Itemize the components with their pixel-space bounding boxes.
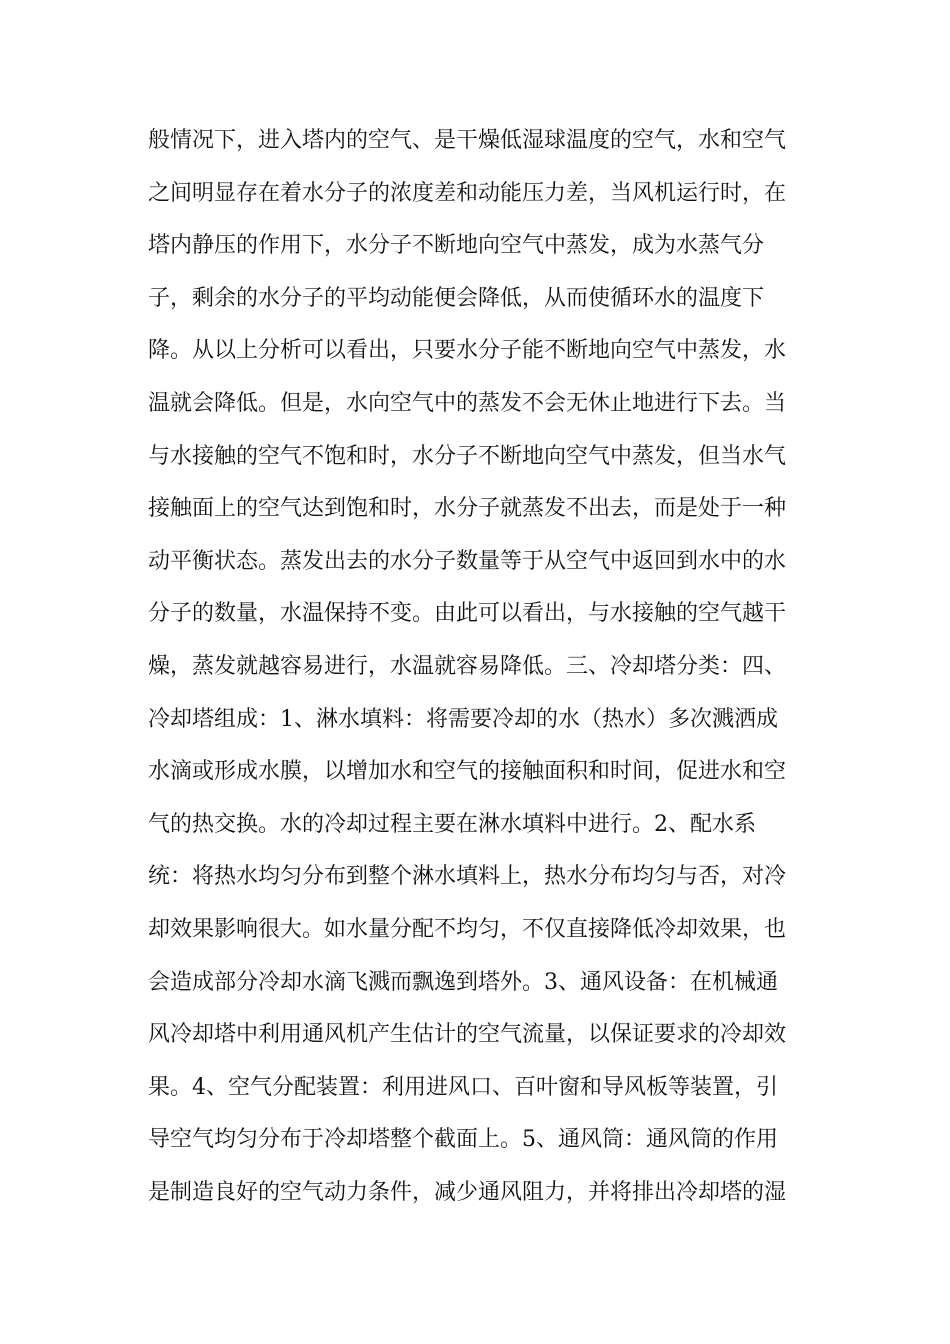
text-line: 却效果影响很大。如水量分配不均匀，不仅直接降低冷却效果，也 (148, 916, 787, 942)
text-line: 导空气均匀分布于冷却塔整个截面上。5、通风筒：通风筒的作用 (148, 1127, 778, 1153)
text-line: 之间明显存在着水分子的浓度差和动能压力差，当风机运行时，在 (148, 180, 787, 206)
text-line: 冷却塔组成：1、淋水填料：将需要冷却的水（热水）多次溅洒成 (148, 706, 778, 732)
text-line: 是制造良好的空气动力条件，减少通风阻力，并将排出冷却塔的湿 (148, 1179, 787, 1205)
text-line: 子，剩余的水分子的平均动能便会降低，从而使循环水的温度下 (148, 285, 765, 311)
text-line: 统：将热水均匀分布到整个淋水填料上，热水分布均匀与否，对冷 (148, 864, 787, 890)
text-line: 般情况下，进入塔内的空气、是干燥低湿球温度的空气，水和空气 (148, 128, 787, 153)
text-line: 气的热交换。水的冷却过程主要在淋水填料中进行。2、配水系 (148, 811, 756, 837)
text-line: 降。从以上分析可以看出，只要水分子能不断地向空气中蒸发，水 (148, 338, 787, 364)
text-line: 会造成部分冷却水滴飞溅而飘逸到塔外。3、通风设备：在机械通 (148, 969, 778, 995)
text-line: 温就会降低。但是，水向空气中的蒸发不会无休止地进行下去。当 (148, 390, 787, 416)
text-line: 动平衡状态。蒸发出去的水分子数量等于从空气中返回到水中的水 (148, 548, 787, 574)
text-line: 塔内静压的作用下，水分子不断地向空气中蒸发，成为水蒸气分 (148, 233, 765, 259)
body-text (148, 115, 808, 1219)
text-line: 果。4、空气分配装置：利用进风口、百叶窗和导风板等装置，引 (148, 1074, 778, 1100)
text-line: 风冷却塔中利用通风机产生估计的空气流量，以保证要求的冷却效 (148, 1022, 787, 1048)
text-line: 分子的数量，水温保持不变。由此可以看出，与水接触的空气越干 (148, 601, 787, 627)
text-line: 燥，蒸发就越容易进行，水温就容易降低。三、冷却塔分类：四、 (148, 653, 787, 679)
text-line: 与水接触的空气不饱和时，水分子不断地向空气中蒸发，但当水气 (148, 443, 787, 469)
text-line: 水滴或形成水膜，以增加水和空气的接触面积和时间，促进水和空 (148, 759, 787, 785)
text-line: 接触面上的空气达到饱和时，水分子就蒸发不出去，而是处于一种 (148, 496, 787, 522)
